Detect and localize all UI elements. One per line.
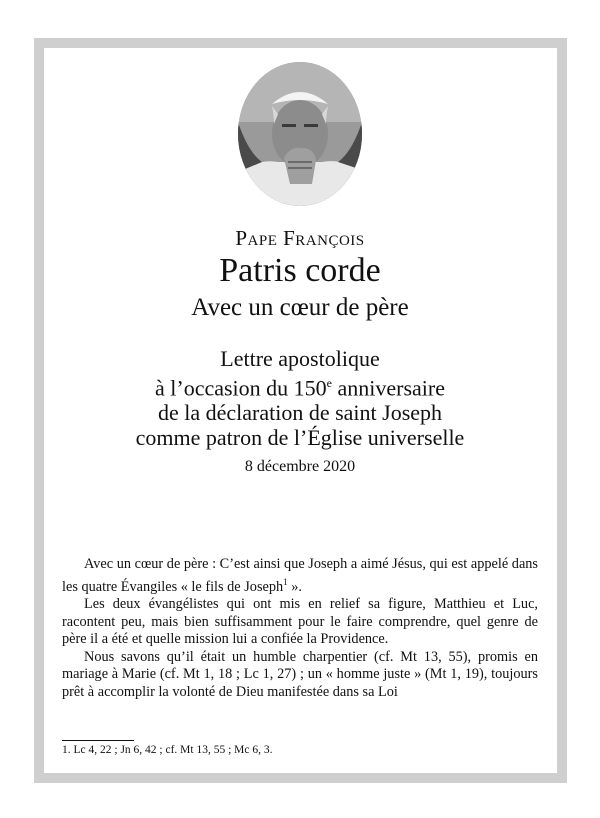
portrait-illustration — [238, 62, 362, 206]
ordinal-superscript: e — [326, 376, 332, 390]
description-line-2 — [40, 371, 560, 400]
letter-date: 8 décembre 2020 — [244, 458, 356, 475]
paragraph-1-tail: ». — [287, 578, 302, 595]
footnote: 1. Lc 4, 22 ; Jn 6, 42 ; cf. Mt 13, 55 ; Mc 6, 3. — [62, 744, 273, 756]
description-line-2-text: à l’occasion du 150 — [155, 375, 327, 401]
letter-description — [40, 346, 560, 450]
description-line-1: Lettre apostolique — [220, 346, 380, 371]
description-line-3: de la déclaration de saint Joseph — [157, 400, 443, 426]
footnote-divider — [62, 740, 134, 741]
body-text — [62, 556, 538, 702]
paragraph-1-text: Avec un cœur de père : C’est ainsi que Joseph a aimé Jésus, qui est appelé dans les quatre Évangiles « le fils de Joseph — [62, 556, 538, 595]
page-subtitle: Avec un cœur de père — [191, 294, 409, 321]
author-name: Pape François — [235, 226, 365, 250]
description-line-2-tail: anniversaire — [332, 375, 445, 401]
page-title: Patris corde — [219, 252, 381, 289]
footnote-ref: 1 — [283, 576, 288, 587]
paragraph-2: Les deux évangélistes qui ont mis en relief sa figure, Matthieu et Luc, racontent peu, mais bien suffisamment pour le faire comprendre, quel genre de père il a été et quelle mission lui a confiée la Providence. — [62, 595, 538, 648]
portrait-photo — [238, 62, 362, 206]
paragraph-3: Nous savons qu’il était un humble charpentier (cf. Mt 13, 55), promis en mariage à Marie (cf. Mt 1, 18 ; Lc 1, 27) ; un « homme juste » (Mt 1, 19), toujours prêt à accomplir la volonté de Dieu manifestée dans sa Loi — [62, 648, 538, 700]
paragraph-1 — [62, 556, 538, 596]
description-line-4: comme patron de l’Église universelle — [135, 425, 465, 451]
